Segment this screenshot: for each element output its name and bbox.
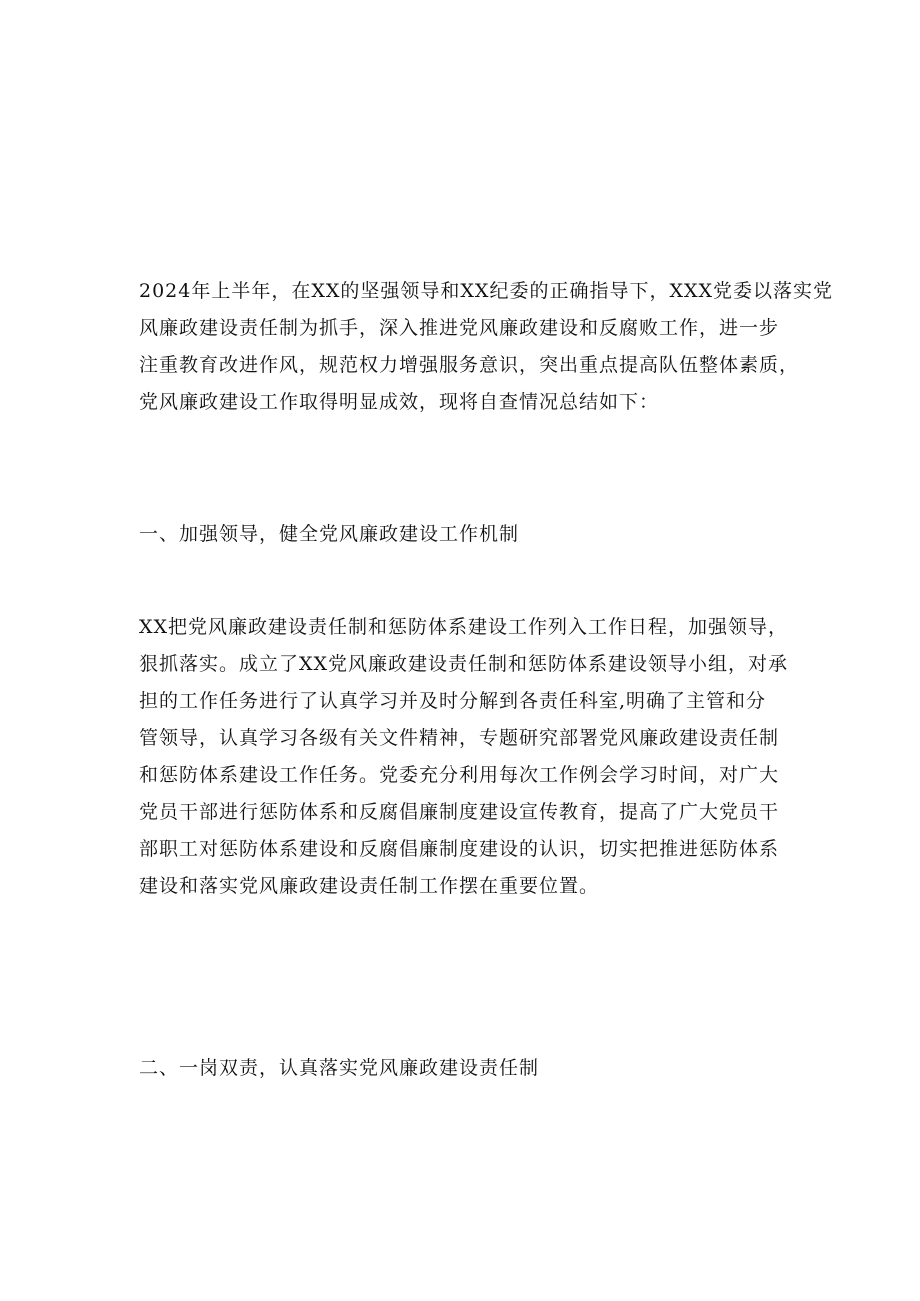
section-1-paragraph: [139, 609, 799, 905]
intro-line: 2024年上半年，在XX的坚强领导和XX纪委的正确指导下，XXX党委以落实党: [139, 280, 834, 302]
section-1-heading: 一、加强领导，健全党风廉政建设工作机制: [139, 523, 520, 545]
section-1-line: XX把党风廉政建设责任制和惩防体系建设工作列入工作日程，加强领导，: [139, 616, 789, 638]
section-1-heading-block: [139, 516, 799, 553]
section-1-line: 部职工对惩防体系建设和反腐倡廉制度建设的认识，切实把推进惩防体系: [139, 838, 780, 860]
section-2-heading-block: [139, 1050, 799, 1087]
section-1-line: 和惩防体系建设工作任务。党委充分利用每次工作例会学习时间，对广大: [139, 764, 780, 786]
section-1-line: 党员干部进行惩防体系和反腐倡廉制度建设宣传教育，提高了广大党员干: [139, 801, 780, 823]
intro-line: 风廉政建设责任制为抓手，深入推进党风廉政建设和反腐败工作，进一步: [139, 317, 780, 339]
section-1-line: 管领导，认真学习各级有关文件精神，专题研究部署党风廉政建设责任制: [139, 727, 780, 749]
section-1-line: 狠抓落实。成立了XX党风廉政建设责任制和惩防体系建设领导小组，对承: [139, 653, 789, 675]
intro-line: 党风廉政建设工作取得明显成效，现将自查情况总结如下：: [139, 391, 660, 413]
section-2-heading: 二、一岗双责，认真落实党风廉政建设责任制: [139, 1057, 540, 1079]
section-1-line: 担的工作任务进行了认真学习并及时分解到各责任科室,明确了主管和分: [139, 690, 767, 712]
intro-line: 注重教育改进作风，规范权力增强服务意识，突出重点提高队伍整体素质，: [139, 354, 800, 376]
intro-paragraph: [139, 273, 834, 421]
section-1-line: 建设和落实党风廉政建设责任制工作摆在重要位置。: [139, 875, 600, 897]
